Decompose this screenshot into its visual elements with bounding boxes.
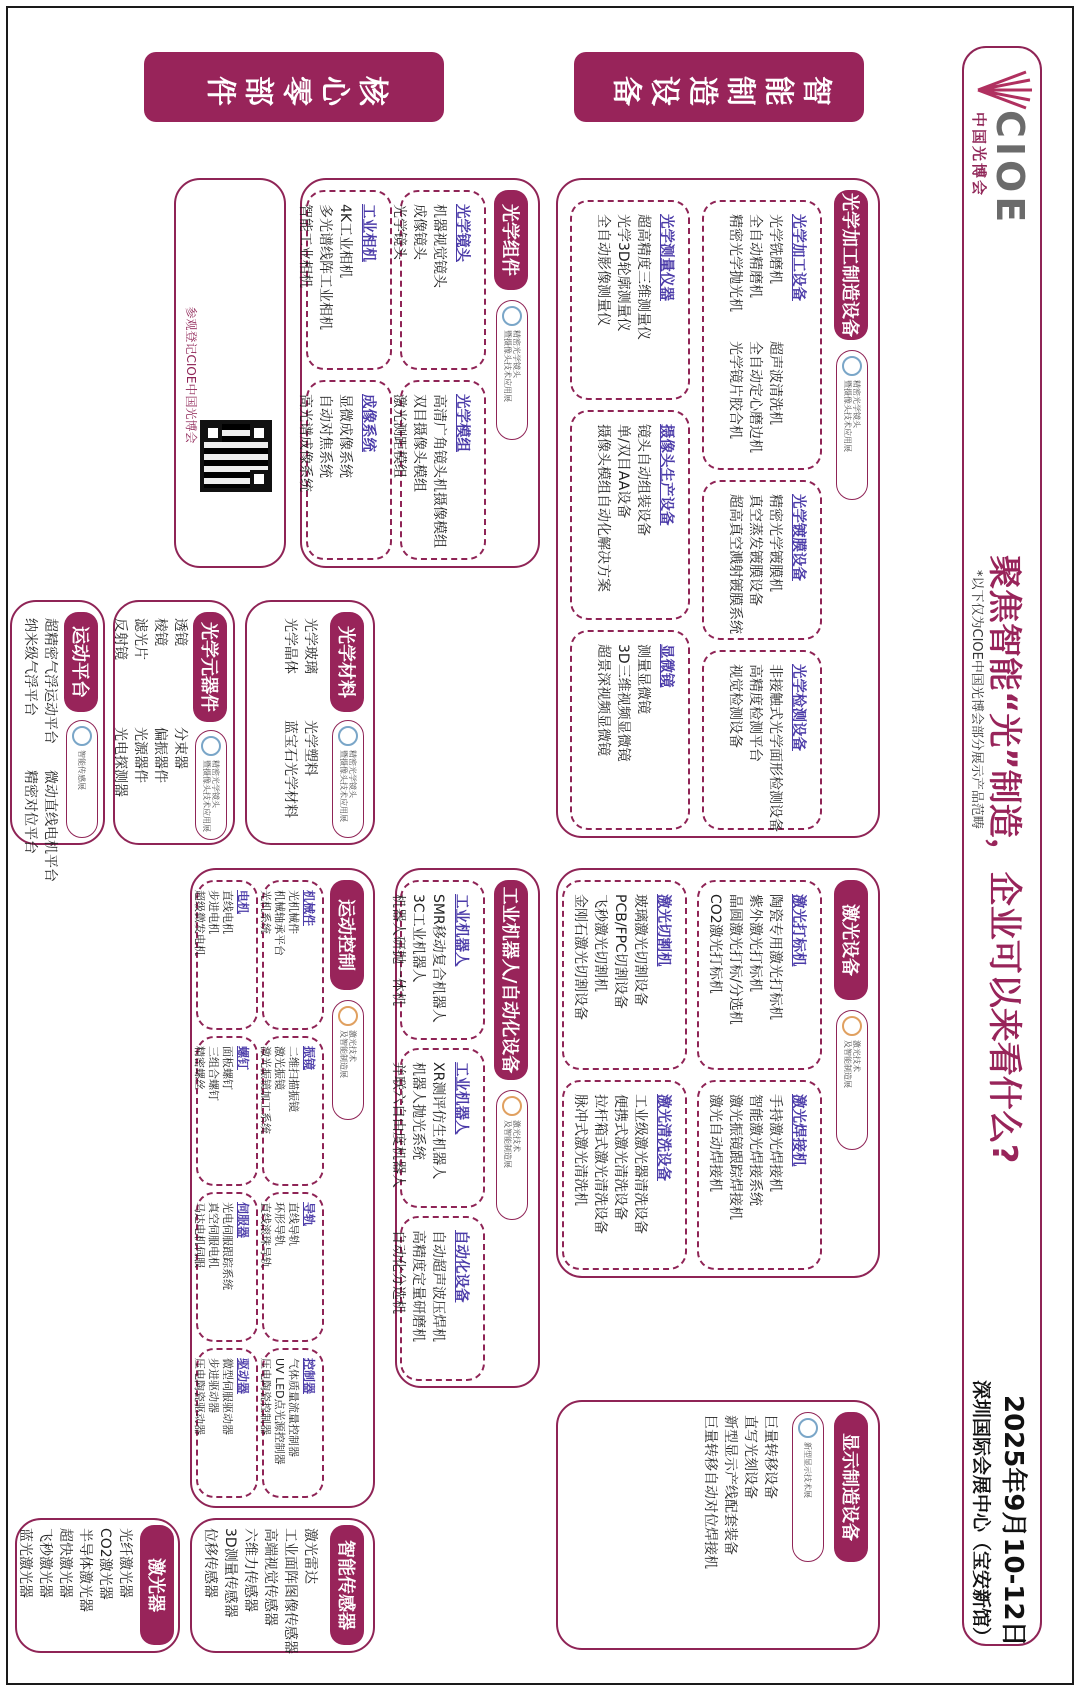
list-item: 精密对位平台 <box>22 770 38 854</box>
logo-text: 精密光学镜头 暨摄像头技术应用展 <box>503 330 521 402</box>
list-item: 真空伺服电机 <box>207 1202 220 1268</box>
list-item: 3C工业机器人 <box>410 894 426 983</box>
logo-precision-optics <box>836 350 868 500</box>
list-item: 陶瓷专用激光打标机 <box>767 894 783 1020</box>
item-list <box>192 890 234 1020</box>
sub-title: 工业相机 <box>360 204 376 262</box>
item-list <box>192 1046 234 1176</box>
item-list <box>725 494 785 634</box>
list-item: 光学玻璃 <box>302 618 318 674</box>
list-item: 反射镜 <box>112 618 128 660</box>
list-item: 光电伺服跟踪系统 <box>221 1202 234 1290</box>
sub-motion-7 <box>193 1348 258 1498</box>
list-item: 光学镜片胶合机 <box>727 341 743 439</box>
item-list <box>570 1094 650 1256</box>
list-display-mfg <box>570 1415 780 1640</box>
list-item: 六维力传感器 <box>242 1528 258 1612</box>
sub-title: 驱动器 <box>236 1358 250 1395</box>
item-list <box>725 214 785 456</box>
list-item: 精密光学抛光机 <box>727 214 743 312</box>
list-item: 超快激光器 <box>57 1528 73 1598</box>
logo-text: 智能传感展 <box>77 750 87 790</box>
item-list <box>258 890 300 1020</box>
tab-laser-equipment: 激光设备 <box>834 880 868 1000</box>
sub-title: 工业机器人 <box>453 894 469 967</box>
item-list <box>725 664 785 832</box>
list-item: 激光雷达 <box>302 1528 318 1584</box>
list-lasers <box>15 1528 135 1648</box>
tab-smart-sensors: 智能传感器 <box>330 1525 364 1645</box>
sub-optical-coating <box>702 480 822 640</box>
list-item: 直线滚珠导轨 <box>259 1202 272 1268</box>
qr-caption: 参观登记CIOE中国光博会 <box>184 306 198 444</box>
banner-core-parts: 核心零部件 <box>144 52 444 122</box>
list-item: 自动超声波压焊机 <box>430 1230 446 1342</box>
sub-title: 激光焊接机 <box>790 1094 806 1167</box>
sub-title: 成像系统 <box>360 394 376 452</box>
list-item: 超声波清洗机 <box>767 341 783 425</box>
tab-optical-elements: 光学元器件 <box>193 612 227 722</box>
sub-title: 伺服器 <box>236 1202 250 1239</box>
list-item: 全自动精磨机 <box>747 214 763 298</box>
sub-motion-0 <box>259 880 324 1030</box>
list-item: 机器人抛光系统 <box>410 1062 426 1160</box>
list-item: 单/双目AA设备 <box>615 424 631 519</box>
item-list <box>700 1415 780 1640</box>
list-item: 自动化分选机 <box>390 1230 406 1314</box>
logo-new-display <box>792 1412 824 1562</box>
sub-industrial-camera <box>297 190 392 370</box>
list-item: 飞秒激光切割机 <box>592 894 608 992</box>
list-item: 智能激光焊接系统 <box>747 1094 763 1206</box>
sub-motion-1 <box>259 1036 324 1186</box>
item-list <box>389 394 449 546</box>
list-item: CO2激光器 <box>97 1528 113 1600</box>
sub-automation <box>390 1216 485 1381</box>
list-item: 新型显示产线配套装备 <box>722 1415 738 1555</box>
list-item: 自动对焦系统 <box>317 394 333 478</box>
sub-laser-marking <box>697 880 822 1070</box>
sub-motion-5 <box>193 1036 258 1186</box>
item-list <box>258 1202 300 1332</box>
outer-frame <box>6 6 1074 1685</box>
list-item: 智能工业相机 <box>297 204 313 288</box>
item-list <box>258 1046 300 1176</box>
list-item: 飞秒激光器 <box>37 1528 53 1598</box>
item-list <box>593 214 653 386</box>
tab-display-mfg: 显示制造设备 <box>834 1412 868 1562</box>
sub-title: 自动化设备 <box>453 1230 469 1303</box>
sub-title: 光学测量仪器 <box>658 214 674 301</box>
list-item: 工业级激光器清洗设备 <box>632 1094 648 1234</box>
list-item: 微型伺服驱动器 <box>221 1358 234 1435</box>
list-item: 超高精度三维测量仪 <box>635 214 651 340</box>
list-item: 光学镜头 <box>391 204 407 260</box>
event-venue: 深圳国际会展中心（宝安新馆） <box>970 1380 992 1647</box>
list-item: 偏振器件 <box>152 727 168 783</box>
list-item: 超高真空溅射镀膜系统 <box>727 494 743 634</box>
list-item: 直写光刻设备 <box>742 1415 758 1499</box>
list-item: 激光振镜跟踪焊接机 <box>727 1094 743 1220</box>
list-item: 光学3D轮廓测量仪 <box>615 214 631 332</box>
list-item: 双目摄像头模组 <box>411 394 427 492</box>
sub-optical-processing <box>702 200 822 470</box>
sub-title: 光学加工设备 <box>790 214 806 301</box>
tab-robots: 工业机器人/自动化设备 <box>494 880 528 1080</box>
sub-title: 激光切割机 <box>655 894 671 967</box>
list-item: 非接触式光学面形检测设备 <box>767 664 783 832</box>
sub-laser-welding <box>697 1080 822 1270</box>
cioe-logo-icon <box>976 70 1036 110</box>
list-motion-platform <box>15 618 60 882</box>
item-list <box>110 618 190 838</box>
qr-code-icon <box>200 420 272 492</box>
list-item: 巨量转移设备 <box>762 1415 778 1499</box>
logo-smart-sensing <box>66 720 98 838</box>
sub-title: 光学模组 <box>454 394 470 452</box>
list-item: 高清广角镜头机摄像模组 <box>431 394 447 548</box>
list-item: 便携式激光清洗设备 <box>612 1094 628 1220</box>
sub-optical-module <box>391 380 486 560</box>
logo-precision-optics-4 <box>195 730 227 840</box>
list-item: 微动直线电机平台 <box>42 770 58 882</box>
list-item: 光纤激光器 <box>117 1528 133 1598</box>
logo-text: 激光技术 及智能制造展 <box>503 1120 521 1168</box>
list-item: 直线导轨 <box>287 1202 300 1246</box>
list-item: 步进驱动器 <box>207 1358 220 1413</box>
list-item: 光源器件 <box>132 727 148 783</box>
tab-lasers: 激光器 <box>140 1525 174 1645</box>
list-item: 真空蒸发镀膜设备 <box>747 494 763 606</box>
list-item: 激光振镜加工系统 <box>259 1046 272 1134</box>
list-item: 机械轴承平台 <box>273 890 286 956</box>
list-item: 环形导轨 <box>273 1202 286 1246</box>
sub-title: 激光打标机 <box>790 894 806 967</box>
list-item: PCB/FPC切割设备 <box>612 894 628 1009</box>
list-item: 超精密气浮运动平台 <box>42 618 58 744</box>
list-item: 光机械件 <box>287 890 300 934</box>
sub-title: 工业机器人 <box>453 1062 469 1135</box>
item-list <box>192 1358 234 1488</box>
list-optical-materials <box>250 618 320 838</box>
logo-text: 新型显示技术展 <box>803 1442 813 1498</box>
sub-title: 电机 <box>236 890 250 915</box>
list-item: SMR移动复合机器人 <box>430 894 446 1023</box>
event-date: 2025年9月10-12日 <box>998 1395 1028 1647</box>
list-item: 半导体激光器 <box>77 1528 93 1612</box>
logo-precision-optics-3 <box>332 720 364 838</box>
list-item: 三组合螺钉 <box>207 1046 220 1101</box>
logo-mark-icon <box>502 1096 522 1116</box>
logo-subtitle: 中国光博会 <box>970 112 988 198</box>
list-item: 光机系统 <box>259 890 272 934</box>
sub-title: 导轨 <box>302 1202 316 1227</box>
sub-optical-lens <box>391 190 486 370</box>
tab-motion-platform: 运动平台 <box>64 612 98 712</box>
item-list <box>20 618 60 882</box>
logo-mark-icon <box>201 736 221 756</box>
list-item: UV LED点光源控制器 <box>273 1358 286 1465</box>
sub-motion-6 <box>193 1192 258 1342</box>
list-item: 蓝宝石光学材料 <box>282 720 298 818</box>
logo-laser-intelligent-2 <box>496 1090 528 1220</box>
list-item: 超级微发电机 <box>193 890 206 956</box>
list-item: 光学铣磨机 <box>767 214 783 284</box>
list-item: 手持激光焊接机 <box>767 1094 783 1192</box>
sub-title: 控制器 <box>302 1358 316 1395</box>
list-item: 直线电机 <box>221 890 234 934</box>
list-item: 高精度定量研磨机 <box>410 1230 426 1342</box>
sub-title: 光学镀膜设备 <box>790 494 806 581</box>
list-item: 摄像头模组自动化解决方案 <box>595 424 611 592</box>
sub-optical-inspection <box>702 650 822 830</box>
logo-text: 精密光学镜头 暨摄像头技术应用展 <box>202 760 220 832</box>
item-list <box>295 204 355 356</box>
sub-industrial-robot-1 <box>390 880 485 1040</box>
logo-text: 精密光学镜头 暨摄像头技术应用展 <box>843 380 861 452</box>
logo-text: 激光技术 及智能制造展 <box>843 1040 861 1088</box>
list-item: 测量显微镜 <box>635 644 651 714</box>
item-list <box>570 894 650 1056</box>
sub-motion-2 <box>259 1192 324 1342</box>
list-item: 蓝光激光器 <box>17 1528 33 1598</box>
item-list <box>192 1202 234 1332</box>
list-item: 全自动影像测量仪 <box>595 214 611 326</box>
list-item: 步进电机 <box>207 890 220 934</box>
item-list <box>295 394 355 546</box>
item-list <box>258 1358 300 1488</box>
list-item: 高光谱成像系统 <box>297 394 313 492</box>
list-item: 显微成像系统 <box>337 394 353 478</box>
headline: 聚焦智能“光”制造，企业可以来看什么? <box>984 555 1024 1164</box>
footnote: *以下仅为CIOE中国光博会部分展示产品范畴 <box>969 570 984 829</box>
list-item: 多光谱线阵工业相机 <box>317 204 333 330</box>
logo-text: 激光技术 及智能制造展 <box>339 1030 357 1078</box>
logo-mark-icon <box>842 356 862 376</box>
sub-title: 摄像头生产设备 <box>658 424 674 526</box>
sub-optical-measurement <box>570 200 690 400</box>
list-item: 全自动定心磨边机 <box>747 341 763 453</box>
logo-laser-intelligent <box>836 1010 868 1150</box>
list-item: 巨量转移自动对位焊接机 <box>702 1415 718 1569</box>
sub-motion-3 <box>259 1348 324 1498</box>
list-item: 压电陶瓷控制器 <box>259 1358 272 1435</box>
list-item: XR测评仿生机器人 <box>430 1062 446 1180</box>
list-item: 激光振镜 <box>273 1046 286 1090</box>
list-item: 精密螺丝 <box>193 1046 206 1090</box>
list-item: 位移传感器 <box>202 1528 218 1598</box>
list-item: 光学塑料 <box>302 720 318 776</box>
sub-title: 机械件 <box>302 890 316 927</box>
logo-mark-icon <box>502 306 522 326</box>
list-item: 滤光片 <box>132 618 148 660</box>
list-item: 玻璃激光切割设备 <box>632 894 648 1006</box>
list-item: 机器视觉镜头 <box>431 204 447 288</box>
list-item: 镜头自动组装设备 <box>635 424 651 536</box>
item-list <box>593 644 653 816</box>
list-item: 气体质量流量控制器 <box>287 1358 300 1457</box>
list-item: 3D测量传感器 <box>222 1528 238 1618</box>
logo-laser-intelligent-3 <box>332 1000 364 1120</box>
sub-camera-production <box>570 410 690 620</box>
sub-title: 光学镜头 <box>454 204 470 262</box>
list-item: 高端视觉传感器 <box>262 1528 278 1626</box>
item-list <box>280 618 320 838</box>
list-item: 脉冲式激光清洗机 <box>572 1094 588 1206</box>
list-item: CO2激光打标机 <box>707 894 723 994</box>
item-list <box>388 1230 448 1367</box>
list-item: 视觉检测设备 <box>727 664 743 748</box>
list-item: 精密光学镀膜机 <box>767 494 783 592</box>
list-item: 激光测距模组 <box>391 394 407 478</box>
item-list <box>15 1528 135 1648</box>
list-item: 高精度检测平台 <box>747 664 763 762</box>
tab-motion-control: 运动控制 <box>330 880 364 990</box>
list-item: 纳米级气浮平台 <box>22 618 38 716</box>
sub-motion-4 <box>193 880 258 1030</box>
item-list <box>705 1094 785 1256</box>
tab-optical-materials: 光学材料 <box>330 612 364 712</box>
banner-smart-equipment: 智能制造设备 <box>574 52 864 122</box>
list-item: 透镜 <box>172 618 188 646</box>
list-item: 光电探测器 <box>112 727 128 797</box>
sub-laser-cleaning <box>562 1080 687 1270</box>
item-list <box>200 1528 320 1654</box>
list-item: 面板螺钉 <box>221 1046 234 1090</box>
list-item: 拉杆箱式激光清洗设备 <box>592 1094 608 1234</box>
list-item: 紫外激光打标机 <box>747 894 763 992</box>
logo-mark-icon <box>338 726 358 746</box>
list-item: 光学晶体 <box>282 618 298 674</box>
list-item: 并联六自由度机器人 <box>390 1062 406 1188</box>
sub-title: 振镜 <box>302 1046 316 1071</box>
list-item: 激光自动焊接机 <box>707 1094 723 1192</box>
sub-title: 激光清洗设备 <box>655 1094 671 1181</box>
list-optical-elements <box>108 618 190 838</box>
sub-imaging-system <box>297 380 392 560</box>
sub-microscope <box>570 630 690 830</box>
logo-precision-optics-2 <box>496 300 528 440</box>
list-item: 3D三维视频显微镜 <box>615 644 631 762</box>
list-item: 工业面阵图像传感器 <box>282 1528 298 1654</box>
list-item: 4K工业相机 <box>337 204 353 279</box>
item-list <box>705 894 785 1056</box>
list-item: 成像镜头 <box>411 204 427 260</box>
tab-optical-processing: 光学加工制造设备 <box>834 190 868 340</box>
logo-mark-icon <box>798 1418 818 1438</box>
list-item: 晶圆激光打标/分选机 <box>727 894 743 1025</box>
sub-industrial-robot-2 <box>390 1048 485 1208</box>
list-item: 机器人研抛一体机 <box>390 894 406 1006</box>
item-list <box>593 424 653 606</box>
tab-optical-assembly: 光学组件 <box>494 190 528 290</box>
logo-mark-icon <box>72 726 92 746</box>
sub-title: 螺钉 <box>236 1046 250 1071</box>
list-item: 分束器 <box>172 727 188 769</box>
item-list <box>388 894 448 1026</box>
logo-mark-icon <box>842 1016 862 1036</box>
sub-laser-cutting <box>562 880 687 1070</box>
list-item: 马达电机伺服 <box>193 1202 206 1268</box>
logo-text: 精密光学镜头 暨摄像头技术应用展 <box>339 750 357 822</box>
item-list <box>389 204 449 356</box>
list-item: 金刚石激光切割设备 <box>572 894 588 1020</box>
logo-text: CIOE <box>988 110 1032 227</box>
logo-mark-icon <box>338 1006 358 1026</box>
item-list <box>388 1062 448 1194</box>
list-item: 压电陶瓷驱动器 <box>193 1358 206 1435</box>
list-item: 棱镜 <box>152 618 168 646</box>
list-smart-sensors <box>195 1528 320 1654</box>
list-item: 二维扫描振镜 <box>287 1046 300 1112</box>
list-item: 超景深视频显微镜 <box>595 644 611 756</box>
sub-title: 显微镜 <box>658 644 674 688</box>
sub-title: 光学检测设备 <box>790 664 806 751</box>
